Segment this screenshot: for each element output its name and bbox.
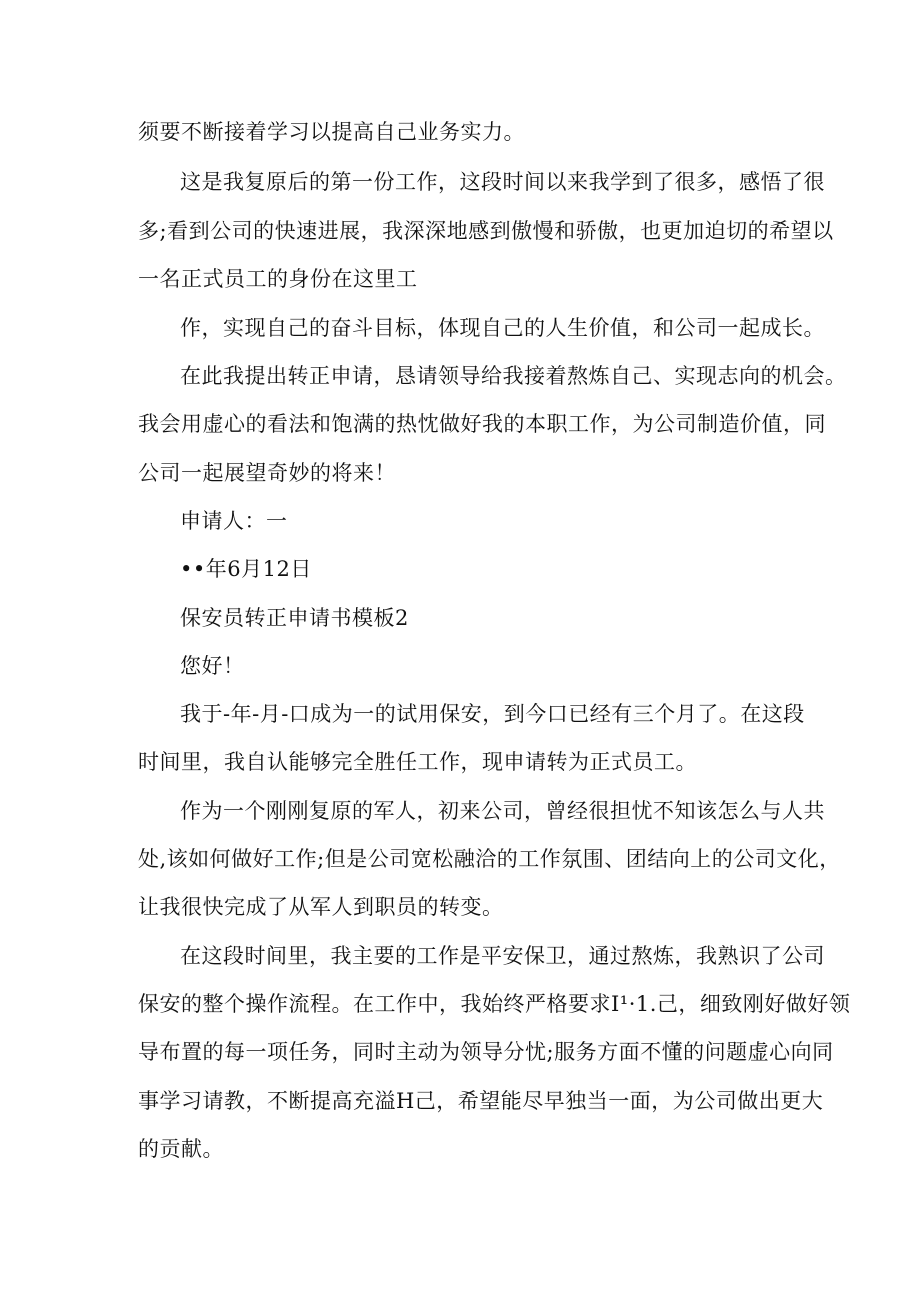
text-line: 公司一起展望奇妙的将来！ xyxy=(138,461,396,485)
text-line: 多;看到公司的快速进展，我深深地感到傲慢和骄傲，也更加迫切的希望以 xyxy=(138,219,834,243)
greeting: 您好！ xyxy=(180,654,245,678)
text-line: 须要不断接着学习以提高自己业务实力。 xyxy=(138,120,525,144)
text-line: 在此我提出转正申请，恳请领导给我接着熬炼自己、实现志向的机会。 xyxy=(180,364,847,388)
date-line: ••年6月12日 xyxy=(180,557,312,581)
text-line: 让我很快完成了从军人到职员的转变。 xyxy=(138,895,504,919)
text-line: 作，实现自己的奋斗目标，体现自己的人生价值，和公司一起成长。 xyxy=(180,316,825,340)
applicant-line: 申请人：一 xyxy=(180,509,288,533)
text-line: 作为一个刚刚复原的军人，初来公司，曾经很担忧不知该怎么与人共 xyxy=(180,799,825,823)
text-line: 处,该如何做好工作;但是公司宽松融洽的工作氛围、团结向上的公司文化， xyxy=(138,847,841,871)
text-line: 一名正式员工的身份在这里工 xyxy=(138,267,418,291)
text-line: 我于-年-月-口成为一的试用保安，到今口已经有三个月了。在这段 xyxy=(180,702,805,726)
text-line: 保安的整个操作流程。在工作中，我始终严格要求I¹·1.己，细致刚好做好领 xyxy=(138,992,851,1016)
text-line: 的贡献。 xyxy=(138,1137,224,1161)
text-line: 我会用虚心的看法和饱满的热忱做好我的本职工作，为公司制造价值，同 xyxy=(138,412,826,436)
text-line: 这是我复原后的第一份工作，这段时间以来我学到了很多，感悟了很 xyxy=(180,170,825,194)
text-line: 导布置的每一项任务，同时主动为领导分忧;服务方面不懂的问题虚心向同 xyxy=(138,1040,834,1064)
text-line: 时间里，我自认能够完全胜任工作，现申请转为正式员工。 xyxy=(138,750,697,774)
text-line: 在这段时间里，我主要的工作是平安保卫，通过熬炼，我熟识了公司 xyxy=(180,944,825,968)
text-line: 事学习请教，不断提高充溢H己，希望能尽早独当一面，为公司做出更大 xyxy=(138,1089,824,1113)
section-title: 保安员转正申请书模板2 xyxy=(180,606,409,630)
